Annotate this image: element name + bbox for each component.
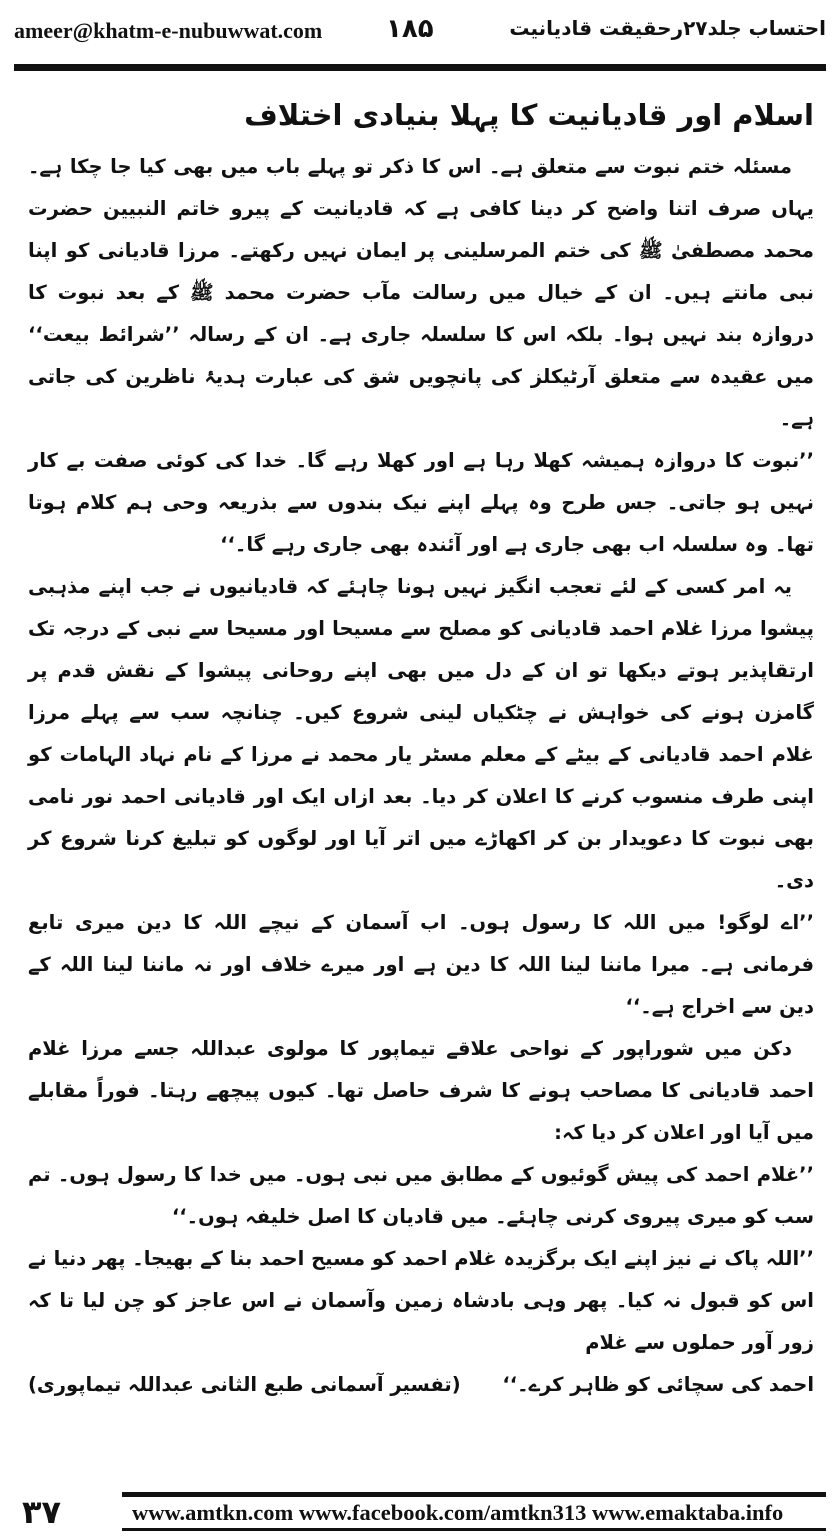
paragraph-3: دکن میں شوراپور کے نواحی علاقے تیماپور کا مولوی عبداللہ جسے مرزا غلام احمد قادیانی کا مصاحب ہونے کا شرف حاصل تھا۔ کیوں پیچھے رہتا۔ فوراً مقابلے میں آیا اور اعلان کر دیا کہ: bbox=[28, 1037, 814, 1144]
footer-links[interactable]: www.amtkn.com www.facebook.com/amtkn313 www.emaktaba.info bbox=[132, 1500, 784, 1525]
quote-4: ’’اللہ پاک نے نیز اپنے ایک برگزیدہ غلام احمد کو مسیح احمد بنا کے بھیجا۔ پھر دنیا نے اس کو قبول نہ کیا۔ پھر وہی بادشاہ زمین وآسمان نے اس عاجز کو چن لیا تا کہ زور آور حملوں سے غلام bbox=[28, 1247, 814, 1354]
footer-rule-bottom bbox=[122, 1528, 826, 1531]
header-page-number: ۱۸۵ bbox=[386, 14, 434, 44]
running-header bbox=[14, 14, 826, 50]
section-heading: اسلام اور قادیانیت کا پہلا بنیادی اختلاف bbox=[244, 98, 814, 132]
quote-4-end: احمد کی سچائی کو ظاہر کرے۔‘‘ bbox=[502, 1373, 814, 1396]
paragraph-1: مسئلہ ختم نبوت سے متعلق ہے۔ اس کا ذکر تو پہلے باب میں بھی کیا جا چکا ہے۔ یہاں صرف اتنا واضح کر دینا کافی ہے کہ قادیانیت کے پیرو خاتم النبیین حضرت محمد مصطفیٰ ﷺ کی ختم المرسلینی پر ایمان نہیں رکھتے۔ مرزا قادیانی کو اپنا نبی مانتے ہیں۔ ان کے خیال میں رسالت مآب حضرت محمد ﷺ کے بعد نبوت کا دروازہ بند نہیں ہوا۔ بلکہ اس کا سلسلہ جاری ہے۔ ان کے رسالہ ’’شرائط بیعت‘‘ میں عقیدہ سے متعلق آرٹیکلز کی پانچویں شق کی عبارت ہدیۂ ناظرین کی جاتی ہے۔ bbox=[28, 155, 814, 430]
quote-2: ’’اے لوگو! میں اللہ کا رسول ہوں۔ اب آسمان کے نیچے اللہ کا دین میری تابع فرمانی ہے۔ میرا ماننا لینا اللہ کا دین ہے اور میرے خلاف اور نہ ماننا لینا اللہ کے دین سے اخراج ہے۔‘‘ bbox=[28, 911, 814, 1018]
header-book-title: احتساب جلد۲۷رحقیقت قادیانیت bbox=[509, 16, 826, 40]
quote-1: ’’نبوت کا دروازہ ہمیشہ کھلا رہا ہے اور کھلا رہے گا۔ خدا کی کوئی صفت بے کار نہیں ہو جاتی۔ جس طرح وہ پہلے اپنے نیک بندوں سے بذریعہ وحی ہم کلام ہوتا تھا۔ وہ سلسلہ اب بھی جاری ہے اور آئندہ بھی جاری رہے گا۔‘‘ bbox=[28, 449, 814, 556]
page-body bbox=[28, 90, 814, 1406]
quote-3: ’’غلام احمد کی پیش گوئیوں کے مطابق میں نبی ہوں۔ میں خدا کا رسول ہوں۔ تم سب کو میری پیروی کرنی چاہئے۔ میں قادیان کا اصل خلیفہ ہوں۔‘‘ bbox=[28, 1163, 814, 1228]
page-footer bbox=[14, 1492, 826, 1532]
footer-page-number: ۳۷ bbox=[22, 1493, 62, 1531]
citation: (تفسیر آسمانی طبع الثانی عبداللہ تیماپوری) bbox=[28, 1373, 461, 1396]
header-email: ameer@khatm-e-nubuwwat.com bbox=[14, 18, 323, 43]
paragraph-2: یہ امر کسی کے لئے تعجب انگیز نہیں ہونا چاہئے کہ قادیانیوں نے جب اپنے مذہبی پیشوا مرزا غلام احمد قادیانی کو مصلح سے مسیحا اور مسیحا سے نبی کے درجہ تک ارتقاپذیر ہوتے دیکھا تو ان کے دل میں بھی اپنے روحانی پیشوا کے نقش قدم پر گامزن ہونے کی خواہش نے چٹکیاں لینی شروع کیں۔ چنانچہ سب سے پہلے مرزا غلام احمد قادیانی کے بیٹے کے معلم مسٹر یار محمد نے مرزا کے نام نہاد الہامات کو اپنی طرف منسوب کرنے کا اعلان کر دیا۔ بعد ازاں ایک اور قادیانی احمد نور نامی بھی نبوت کا دعویدار بن کر اکھاڑے میں اتر آیا اور لوگوں کو تبلیغ کرنا شروع کر دی۔ bbox=[28, 575, 814, 892]
header-rule bbox=[14, 64, 826, 71]
quote-end-line bbox=[28, 1364, 814, 1406]
